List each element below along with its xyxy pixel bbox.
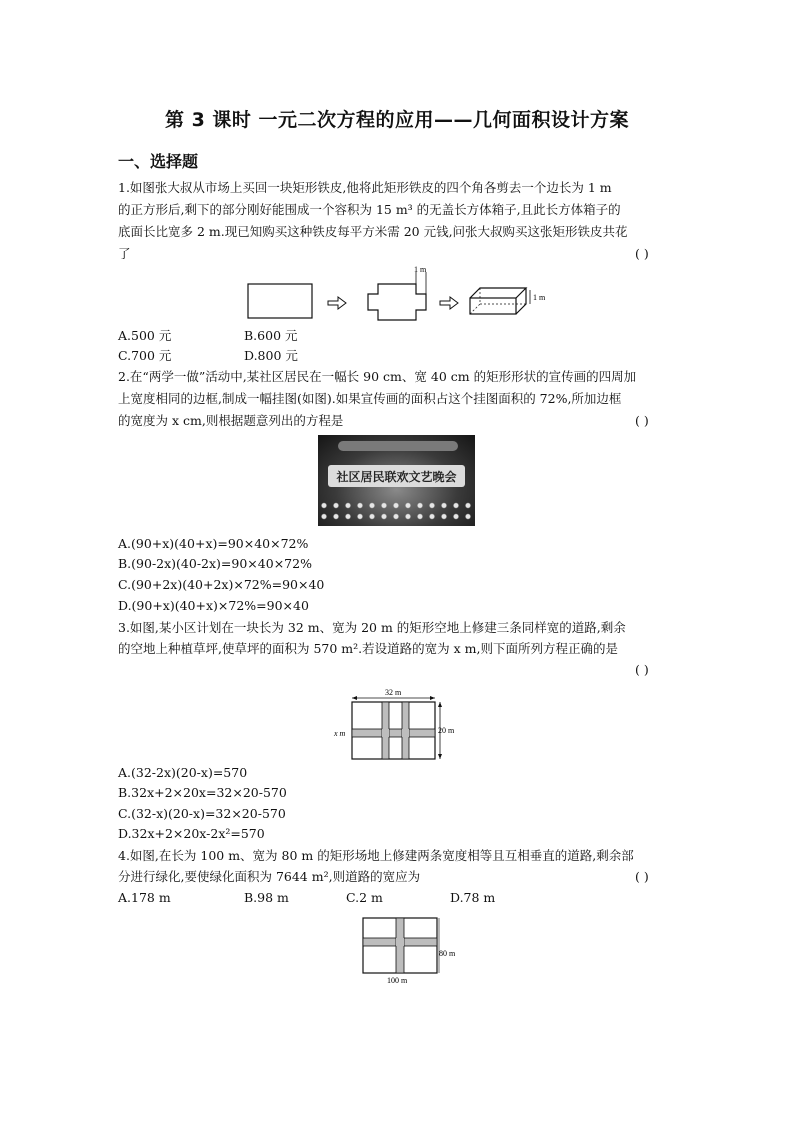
q2-line-1: 2.在“两学一做”活动中,某社区居民在一幅长 90 cm、宽 40 cm 的矩形形状的宣传画的四周加: [118, 369, 637, 384]
page-title: 第 3 课时 一元二次方程的应用——几何面积设计方案: [164, 109, 630, 131]
q3-option-b: B.32x+2×20x=32×20-570: [118, 785, 287, 800]
q4-figure: [355, 912, 475, 990]
q3-line-1: 3.如图,某小区计划在一块长为 32 m、宽为 20 m 的矩形空地上修建三条同样宽的道路,剩余: [118, 620, 626, 635]
q1-option-c: C.700 元: [118, 348, 172, 363]
q1-option-b: B.600 元: [244, 328, 298, 343]
q1-option-d: D.800 元: [244, 348, 298, 363]
q2-option-b: B.(90-2x)(40-2x)=90×40×72%: [118, 556, 312, 571]
q1-line-3: 底面长比宽多 2 m.现已知购买这种铁皮每平方米需 20 元钱,问张大叔购买这张矩形铁皮共花: [118, 224, 628, 239]
answer-paren: ( ): [635, 869, 649, 884]
q4-fig-bottom-label: 100 m: [387, 976, 408, 985]
q4-option-c: C.2 m: [346, 890, 383, 905]
poster-banner: [338, 441, 458, 451]
q3-fig-right-label: 20 m: [438, 726, 455, 735]
section-heading: 一、选择题: [118, 152, 199, 171]
q4-option-b: B.98 m: [244, 890, 289, 905]
q4-option-d: D.78 m: [450, 890, 496, 905]
q3-fig-top-label: 32 m: [385, 688, 402, 697]
q2-option-d: D.(90+x)(40+x)×72%=90×40: [118, 598, 309, 613]
q1-line-4: 了: [118, 246, 131, 261]
q4-option-a: A.178 m: [118, 890, 171, 905]
q3-option-a: A.(32-2x)(20-x)=570: [118, 765, 248, 780]
q1-fig-label-side: 1 m: [533, 293, 546, 302]
q3-option-c: C.(32-x)(20-x)=32×20-570: [118, 806, 286, 821]
q2-line-3: 的宽度为 x cm,则根据题意列出的方程是: [118, 413, 344, 428]
q1-line-1: 1.如图张大叔从市场上买回一块矩形铁皮,他将此矩形铁皮的四个角各剪去一个边长为 1 m: [118, 180, 612, 195]
answer-paren: ( ): [635, 662, 649, 677]
poster-text: 社区居民联欢文艺晚会: [336, 470, 457, 484]
q4-line-2: 分进行绿化,要使绿化面积为 7644 m²,则道路的宽应为: [118, 869, 421, 884]
q3-fig-left-label: x m: [334, 729, 346, 738]
q2-line-2: 上宽度相同的边框,制成一幅挂图(如图).如果宣传画的面积占这个挂图面积的 72%,所加边框: [118, 391, 622, 406]
q1-option-a: A.500 元: [118, 328, 172, 343]
q3-line-2: 的空地上种植草坪,使草坪的面积为 570 m².若设道路的宽为 x m,则下面所列方程正确的是: [118, 641, 618, 656]
poster-decoration: [318, 500, 475, 522]
q1-fig-label-top: 1 m: [414, 265, 427, 274]
answer-paren: ( ): [635, 246, 649, 261]
poster-image: [318, 435, 475, 526]
q1-line-2: 的正方形后,剩下的部分刚好能围成一个容积为 15 m³ 的无盖长方体箱子,且此长方体箱子的: [118, 202, 621, 217]
answer-paren: ( ): [635, 413, 649, 428]
q3-option-d: D.32x+2×20x-2x²=570: [118, 826, 265, 841]
q4-line-1: 4.如图,在长为 100 m、宽为 80 m 的矩形场地上修建两条宽度相等且互相垂直的道路,剩余部: [118, 848, 634, 863]
q2-option-c: C.(90+2x)(40+2x)×72%=90×40: [118, 577, 325, 592]
q4-fig-right-label: 80 m: [439, 949, 456, 958]
q1-figure: [240, 262, 560, 324]
q3-figure: [330, 684, 465, 764]
q2-option-a: A.(90+x)(40+x)=90×40×72%: [118, 536, 309, 551]
